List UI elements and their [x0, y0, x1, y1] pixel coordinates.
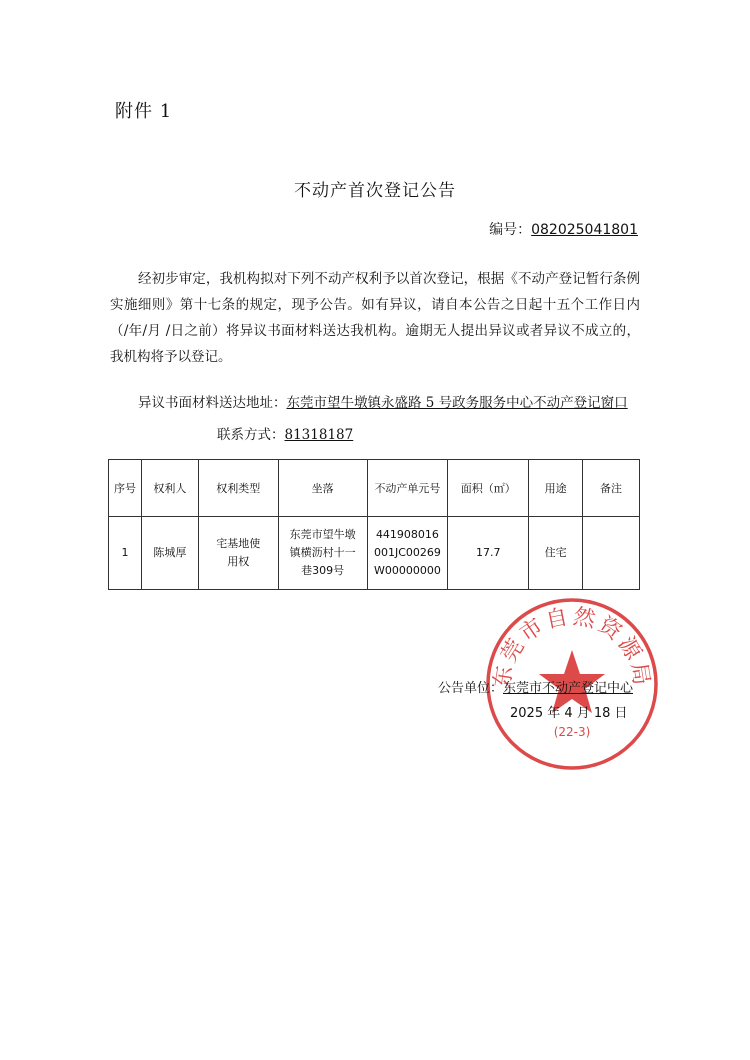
cell-seq: 1: [109, 517, 142, 590]
header-area: 面积（㎡）: [448, 460, 529, 517]
serial-number: [489, 219, 638, 239]
table-header-row: [109, 460, 640, 517]
header-holder: 权利人: [141, 460, 198, 517]
issuer-value: 东莞市不动产登记中心: [503, 681, 634, 696]
table-row: [109, 517, 640, 590]
issuer-line: [438, 677, 633, 696]
registration-table: [108, 459, 640, 590]
issue-date: 2025 年 4 月 18 日: [510, 706, 628, 721]
serial-label: 编号：: [489, 222, 532, 238]
cell-remark: [583, 517, 640, 590]
cell-unit-no: 441908016001JC00269W00000000: [367, 517, 448, 590]
cell-area: 17.7: [448, 517, 529, 590]
seal-sub: (22-3): [553, 725, 591, 739]
cell-right-type: 宅基地使用权: [198, 517, 278, 590]
address-line: [138, 391, 628, 411]
notice-paragraph: [110, 266, 640, 370]
header-location: 坐落: [278, 460, 367, 517]
address-label: 异议书面材料送达地址：: [138, 395, 287, 411]
contact-label: 联系方式：: [217, 427, 285, 443]
contact-value: 81318187: [284, 427, 354, 443]
contact-line: [217, 423, 353, 443]
cell-use: 住宅: [529, 517, 583, 590]
attachment-label: 附件 1: [115, 101, 173, 122]
header-unit-no: 不动产单元号: [367, 460, 448, 517]
header-seq: 序号: [109, 460, 142, 517]
header-remark: 备注: [583, 460, 640, 517]
notice-text: 经初步审定，我机构拟对下列不动产权利予以首次登记，根据《不动产登记暂行条例实施细则》第十七条的规定，现予公告。如有异议，请自本公告之日起十五个工作日内（/年/月 /日之前）将异议书面材料送达我机构。逾期无人提出异议或者异议不成立的，我机构将予以登记。: [110, 271, 640, 365]
serial-value: 082025041801: [531, 222, 638, 238]
cell-holder: 陈城厚: [141, 517, 198, 590]
cell-location: 东莞市望牛墩镇横沥村十一巷309号: [278, 517, 367, 590]
header-right-type: 权利类型: [198, 460, 278, 517]
page-title: 不动产首次登记公告: [294, 181, 456, 201]
seal-text: 东莞市自然资源局: [490, 604, 654, 690]
issuer-label: 公告单位：: [438, 681, 504, 696]
address-value: 东莞市望牛墩镇永盛路 5 号政务服务中心不动产登记窗口: [286, 395, 628, 411]
header-use: 用途: [529, 460, 583, 517]
